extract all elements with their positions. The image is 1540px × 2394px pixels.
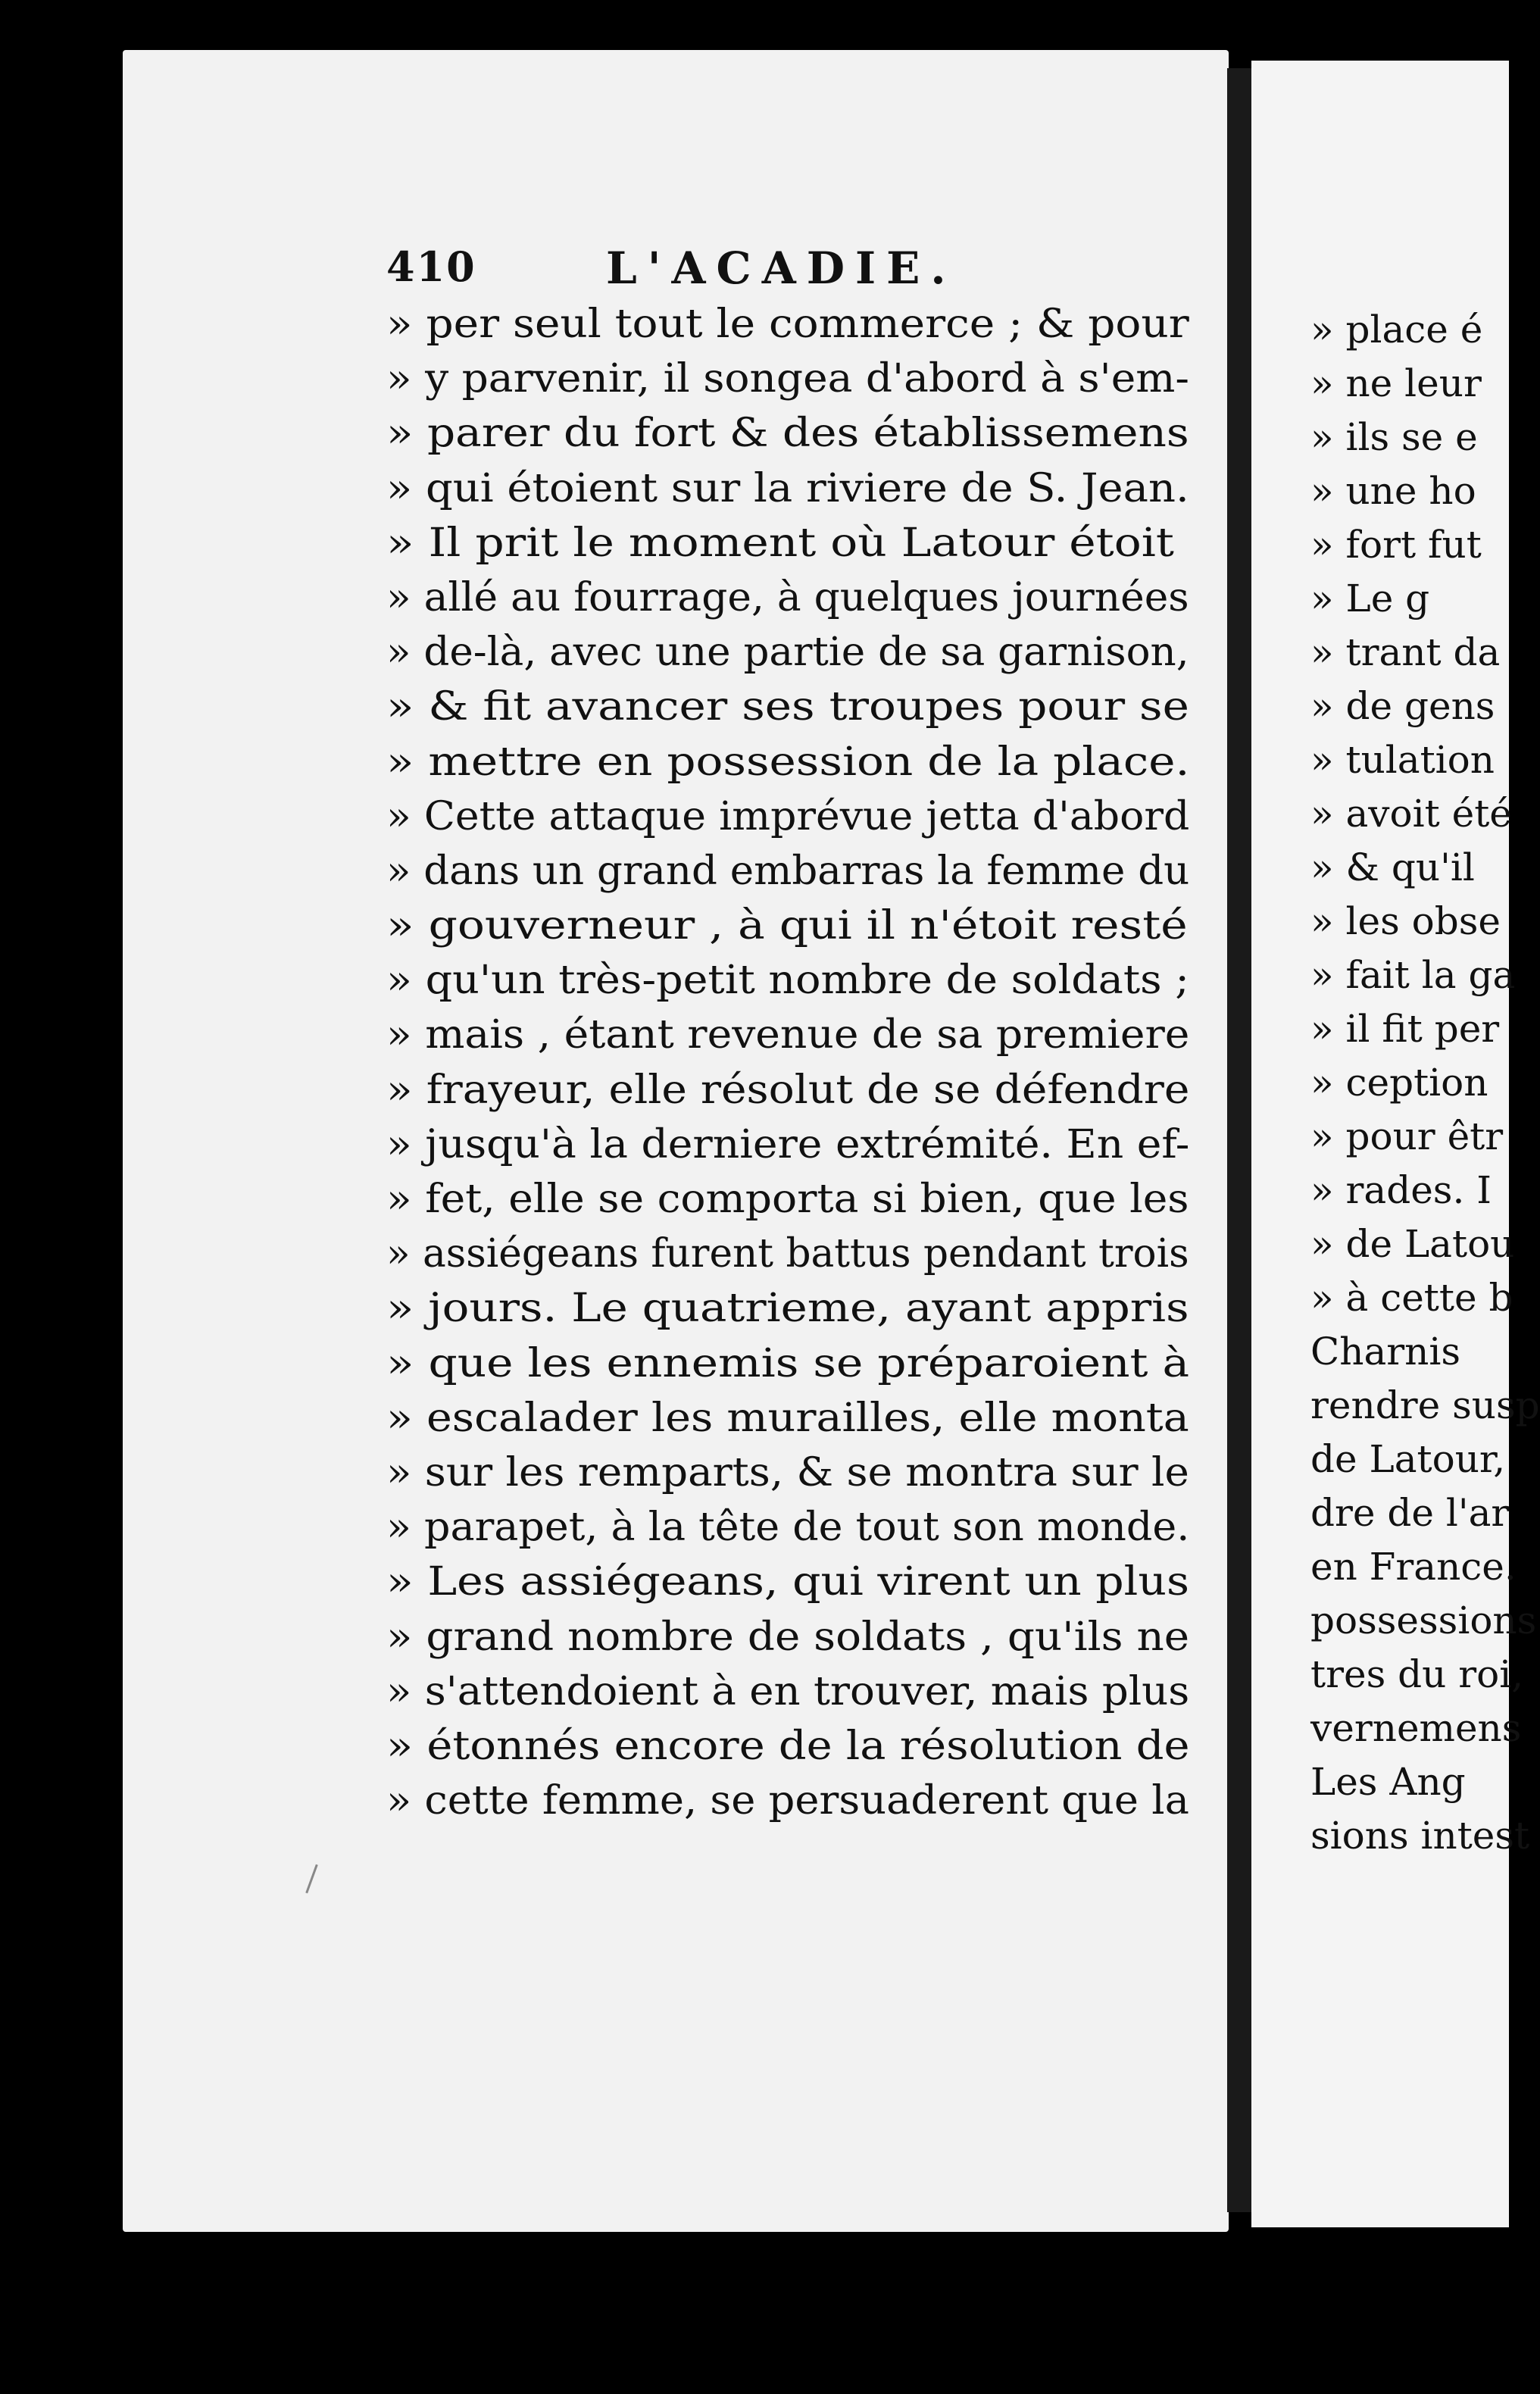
text-line: » pour êtr — [1310, 1114, 1504, 1158]
text-line: Les Ang — [1310, 1760, 1466, 1804]
text-line: » de gens — [1310, 684, 1495, 728]
text-line: dre de l'ar — [1310, 1491, 1510, 1535]
text-line: » qu'un très-petit nombre de soldats ; — [386, 958, 1189, 1004]
text-line: » escalader les murailles, elle monta — [386, 1395, 1189, 1441]
right-page-body-text — [1310, 303, 1540, 1863]
text-line: » ception — [1310, 1061, 1488, 1105]
text-line: » Cette attaque imprévue jetta d'abord — [386, 793, 1190, 839]
text-line: » place é — [1310, 308, 1483, 352]
book-gutter — [1227, 68, 1254, 2212]
text-line: » Le g — [1310, 577, 1430, 620]
text-line: » parer du fort & des établissemens — [386, 411, 1189, 457]
text-line: » fet, elle se comporta si bien, que les — [386, 1177, 1189, 1222]
text-line: vernemens — [1310, 1706, 1522, 1750]
text-line: » s'attendoient à en trouver, mais plus — [386, 1668, 1190, 1714]
text-line: possessions — [1310, 1599, 1537, 1642]
text-line: » sur les remparts, & se montra sur le — [386, 1449, 1189, 1495]
text-line: » assiégeans furent battus pendant trois — [386, 1231, 1189, 1277]
text-line: » avoit été — [1310, 792, 1512, 836]
text-line: de Latour, — [1310, 1437, 1506, 1481]
text-line: » une ho — [1310, 469, 1476, 513]
text-line: » & qu'il — [1310, 845, 1475, 889]
text-line: » que les ennemis se préparoient à — [386, 1340, 1190, 1386]
text-line: » il fit per — [1310, 1007, 1500, 1051]
text-line: » fait la ga — [1310, 953, 1516, 997]
text-line: » gouverneur , à qui il n'étoit resté — [386, 903, 1188, 949]
text-line: » Il prit le moment où Latour étoit — [386, 520, 1174, 566]
text-line: » rades. I — [1310, 1168, 1492, 1212]
text-line: en France. — [1310, 1545, 1517, 1589]
text-line: » de Latou — [1310, 1222, 1515, 1266]
text-line: » y parvenir, il songea d'abord à s'em- — [386, 356, 1189, 402]
text-line: Charnis — [1310, 1330, 1461, 1374]
text-line: » tulation — [1310, 738, 1495, 782]
text-line: » trant da — [1310, 630, 1501, 674]
text-line: » les obse — [1310, 899, 1501, 943]
text-line: » qui étoient sur la riviere de S. Jean. — [386, 465, 1189, 511]
text-line: sions intest — [1310, 1814, 1530, 1858]
text-line: » grand nombre de soldats , qu'ils ne — [386, 1614, 1190, 1660]
text-line: » jusqu'à la derniere extrémité. En ef- — [386, 1121, 1190, 1167]
text-line: » per seul tout le commerce ; & pour — [386, 302, 1189, 347]
text-line: » étonnés encore de la résolution de — [386, 1723, 1190, 1769]
left-page-body-text — [386, 297, 1197, 1828]
text-line: » mais , étant revenue de sa premiere — [386, 1012, 1190, 1058]
page-number: 410 — [386, 242, 476, 291]
text-line: » mettre en possession de la place. — [386, 739, 1190, 785]
text-line: » fort fut — [1310, 523, 1482, 567]
text-line: rendre susp — [1310, 1383, 1540, 1427]
text-line: » allé au fourrage, à quelques journées — [386, 574, 1189, 620]
text-line: » parapet, à la tête de tout son monde. — [386, 1505, 1190, 1551]
text-line: » à cette b — [1310, 1276, 1513, 1320]
text-line: » dans un grand embarras la femme du — [386, 848, 1190, 894]
page-header — [386, 242, 1197, 295]
text-line: » ne leur — [1310, 361, 1482, 405]
text-line: » ils se e — [1310, 415, 1478, 459]
text-line: » de-là, avec une partie de sa garnison, — [386, 630, 1189, 676]
text-line: » & fit avancer ses troupes pour se — [386, 684, 1189, 730]
text-line: » cette femme, se persuaderent que la — [386, 1778, 1189, 1824]
text-line: » Les assiégeans, qui virent un plus — [386, 1559, 1189, 1605]
text-line: » jours. Le quatrieme, ayant appris — [386, 1286, 1189, 1332]
text-line: » frayeur, elle résolut de se défendre — [386, 1067, 1190, 1113]
text-line: tres du roi, — [1310, 1652, 1524, 1696]
running-title: L'ACADIE. — [606, 242, 957, 294]
